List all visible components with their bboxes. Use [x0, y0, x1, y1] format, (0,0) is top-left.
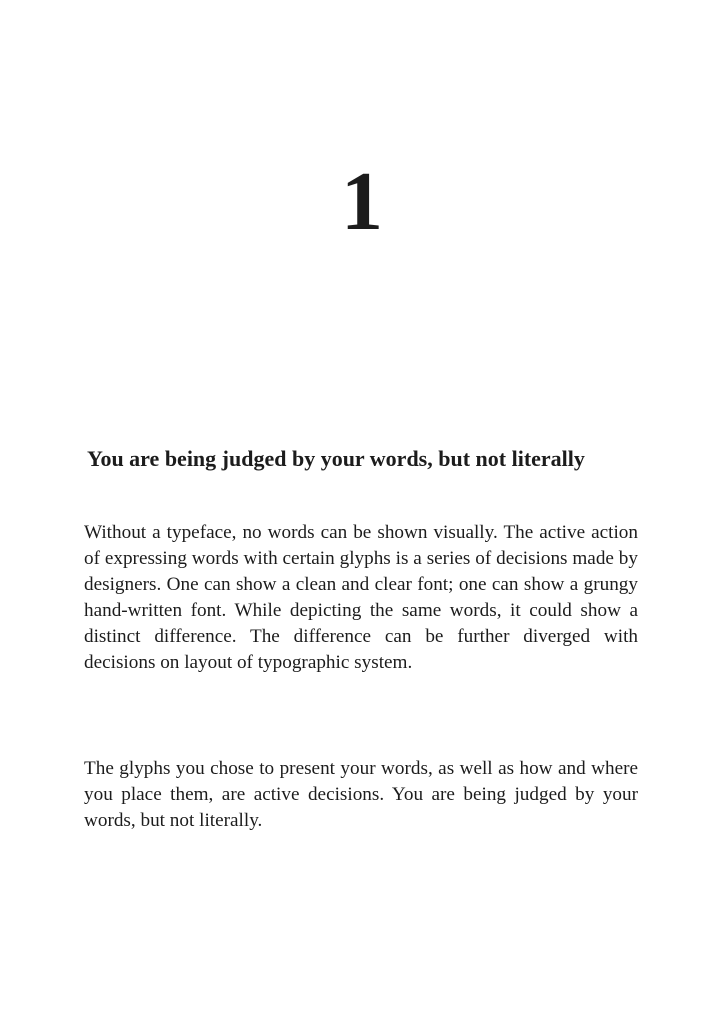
body-paragraph-2: The glyphs you chose to present your words, as well as how and where you place them, are active decisions. You are being judged by your words, but not literally. — [84, 758, 638, 831]
body-paragraph-1: Without a typeface, no words can be shown visually. The active action of expressing words with certain glyphs is a series of decisions made by designers. One can show a clean and clear font; one can show a grungy hand-written font. While depicting the same words, it could show a distinct difference. The difference can be further diverged with decisions on layout of typographic system. — [84, 522, 638, 673]
chapter-number: 1 — [341, 155, 383, 248]
section-heading: You are being judged by your words, but not literally — [87, 446, 585, 471]
